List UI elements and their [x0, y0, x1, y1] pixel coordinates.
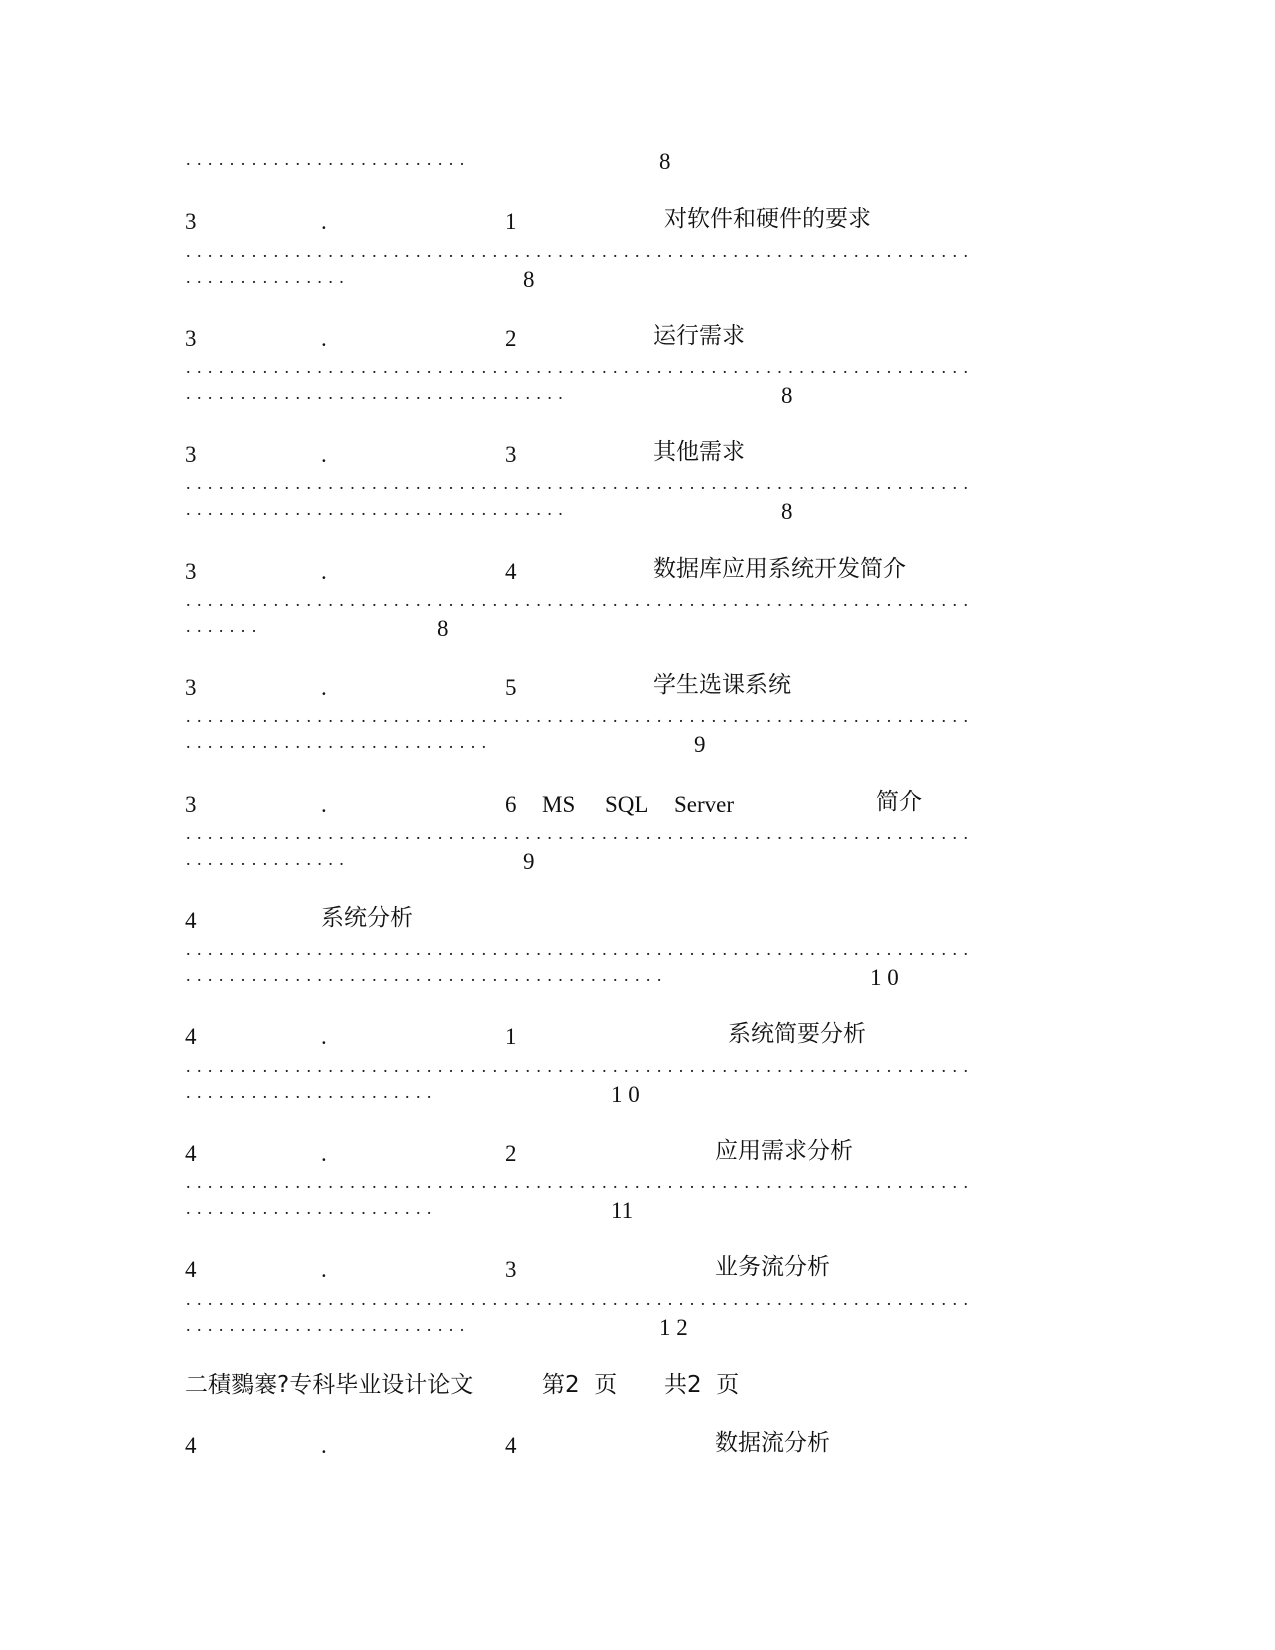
- dot-leader: ........................................................................: [186, 1056, 975, 1076]
- section-title: 简介: [876, 789, 922, 815]
- dot-leader: .......................: [186, 1082, 438, 1102]
- section-title: 其他需求: [653, 439, 745, 465]
- dot-leader: ........................................................................: [186, 1172, 975, 1192]
- product-word-ms: MS: [542, 792, 576, 817]
- dot-leader: ..........................: [186, 149, 471, 169]
- chapter-number: 3: [185, 559, 197, 584]
- dot-leader: ...............: [186, 849, 351, 869]
- section-title: 业务流分析: [715, 1254, 830, 1280]
- section-separator: .: [321, 209, 327, 234]
- dot-leader: ........................................................................: [186, 473, 975, 493]
- section-number: 6: [505, 792, 517, 817]
- dot-leader: ........................................................................: [186, 590, 975, 610]
- toc-page-number: 9: [523, 849, 535, 874]
- chapter-number: 3: [185, 442, 197, 467]
- dot-leader: ........................................................................: [186, 241, 975, 261]
- dot-leader: ..........................: [186, 1315, 471, 1335]
- section-separator: .: [321, 326, 327, 351]
- toc-page-number: 8: [659, 149, 671, 174]
- dot-leader: ........................................................................: [186, 1289, 975, 1309]
- footer-document-title: 二積鷚褰?专科毕业设计论文: [185, 1372, 474, 1398]
- section-number: 3: [505, 1257, 517, 1282]
- section-title: 数据库应用系统开发简介: [653, 556, 906, 582]
- section-number: 2: [505, 1141, 517, 1166]
- dot-leader: ............................: [186, 732, 493, 752]
- chapter-number: 3: [185, 326, 197, 351]
- footer-total-pages: 共2 页: [664, 1372, 740, 1398]
- section-separator: .: [321, 1433, 327, 1458]
- section-title: 数据流分析: [715, 1430, 830, 1456]
- section-title: 应用需求分析: [715, 1138, 853, 1164]
- section-separator: .: [321, 675, 327, 700]
- section-number: 4: [505, 559, 517, 584]
- toc-page-number: 8: [437, 616, 449, 641]
- footer-page-number: 第2 页: [542, 1372, 618, 1398]
- dot-leader: ...................................: [186, 499, 570, 519]
- section-number: 4: [505, 1433, 517, 1458]
- section-title: 对软件和硬件的要求: [664, 206, 871, 232]
- dot-leader: .......................: [186, 1198, 438, 1218]
- chapter-number: 4: [185, 1257, 197, 1282]
- section-title: 系统简要分析: [728, 1021, 866, 1047]
- dot-leader: ............................................: [186, 965, 668, 985]
- section-number: 5: [505, 675, 517, 700]
- chapter-number: 3: [185, 209, 197, 234]
- section-number: 3: [505, 442, 517, 467]
- toc-page-number: 1 0: [870, 965, 899, 990]
- section-separator: .: [321, 1257, 327, 1282]
- toc-page-number: 1 2: [659, 1315, 688, 1340]
- section-separator: .: [321, 442, 327, 467]
- toc-page-number: 8: [781, 383, 793, 408]
- section-separator: .: [321, 559, 327, 584]
- section-number: 1: [505, 209, 517, 234]
- toc-page-number: 9: [694, 732, 706, 757]
- chapter-number: 4: [185, 1024, 197, 1049]
- section-number: 1: [505, 1024, 517, 1049]
- chapter-number: 3: [185, 792, 197, 817]
- section-separator: .: [321, 1024, 327, 1049]
- section-title: 学生选课系统: [653, 672, 791, 698]
- dot-leader: ........................................................................: [186, 823, 975, 843]
- dot-leader: ........................................................................: [186, 706, 975, 726]
- product-word-sql: SQL: [605, 792, 649, 817]
- dot-leader: ...................................: [186, 383, 570, 403]
- section-title: 运行需求: [653, 323, 745, 349]
- chapter-number: 3: [185, 675, 197, 700]
- dot-leader: ........................................................................: [186, 939, 975, 959]
- dot-leader: .......: [186, 616, 263, 636]
- chapter-number: 4: [185, 1141, 197, 1166]
- dot-leader: ...............: [186, 267, 351, 287]
- toc-page-number: 8: [781, 499, 793, 524]
- chapter-number: 4: [185, 1433, 197, 1458]
- toc-page-number: 11: [611, 1198, 634, 1223]
- dot-leader: ........................................................................: [186, 357, 975, 377]
- toc-page-number: 1 0: [611, 1082, 640, 1107]
- product-word-server: Server: [674, 792, 735, 817]
- chapter-title: 系统分析: [321, 905, 413, 931]
- section-number: 2: [505, 326, 517, 351]
- section-separator: .: [321, 1141, 327, 1166]
- toc-page-number: 8: [523, 267, 535, 292]
- chapter-number: 4: [185, 908, 197, 933]
- section-separator: .: [321, 792, 327, 817]
